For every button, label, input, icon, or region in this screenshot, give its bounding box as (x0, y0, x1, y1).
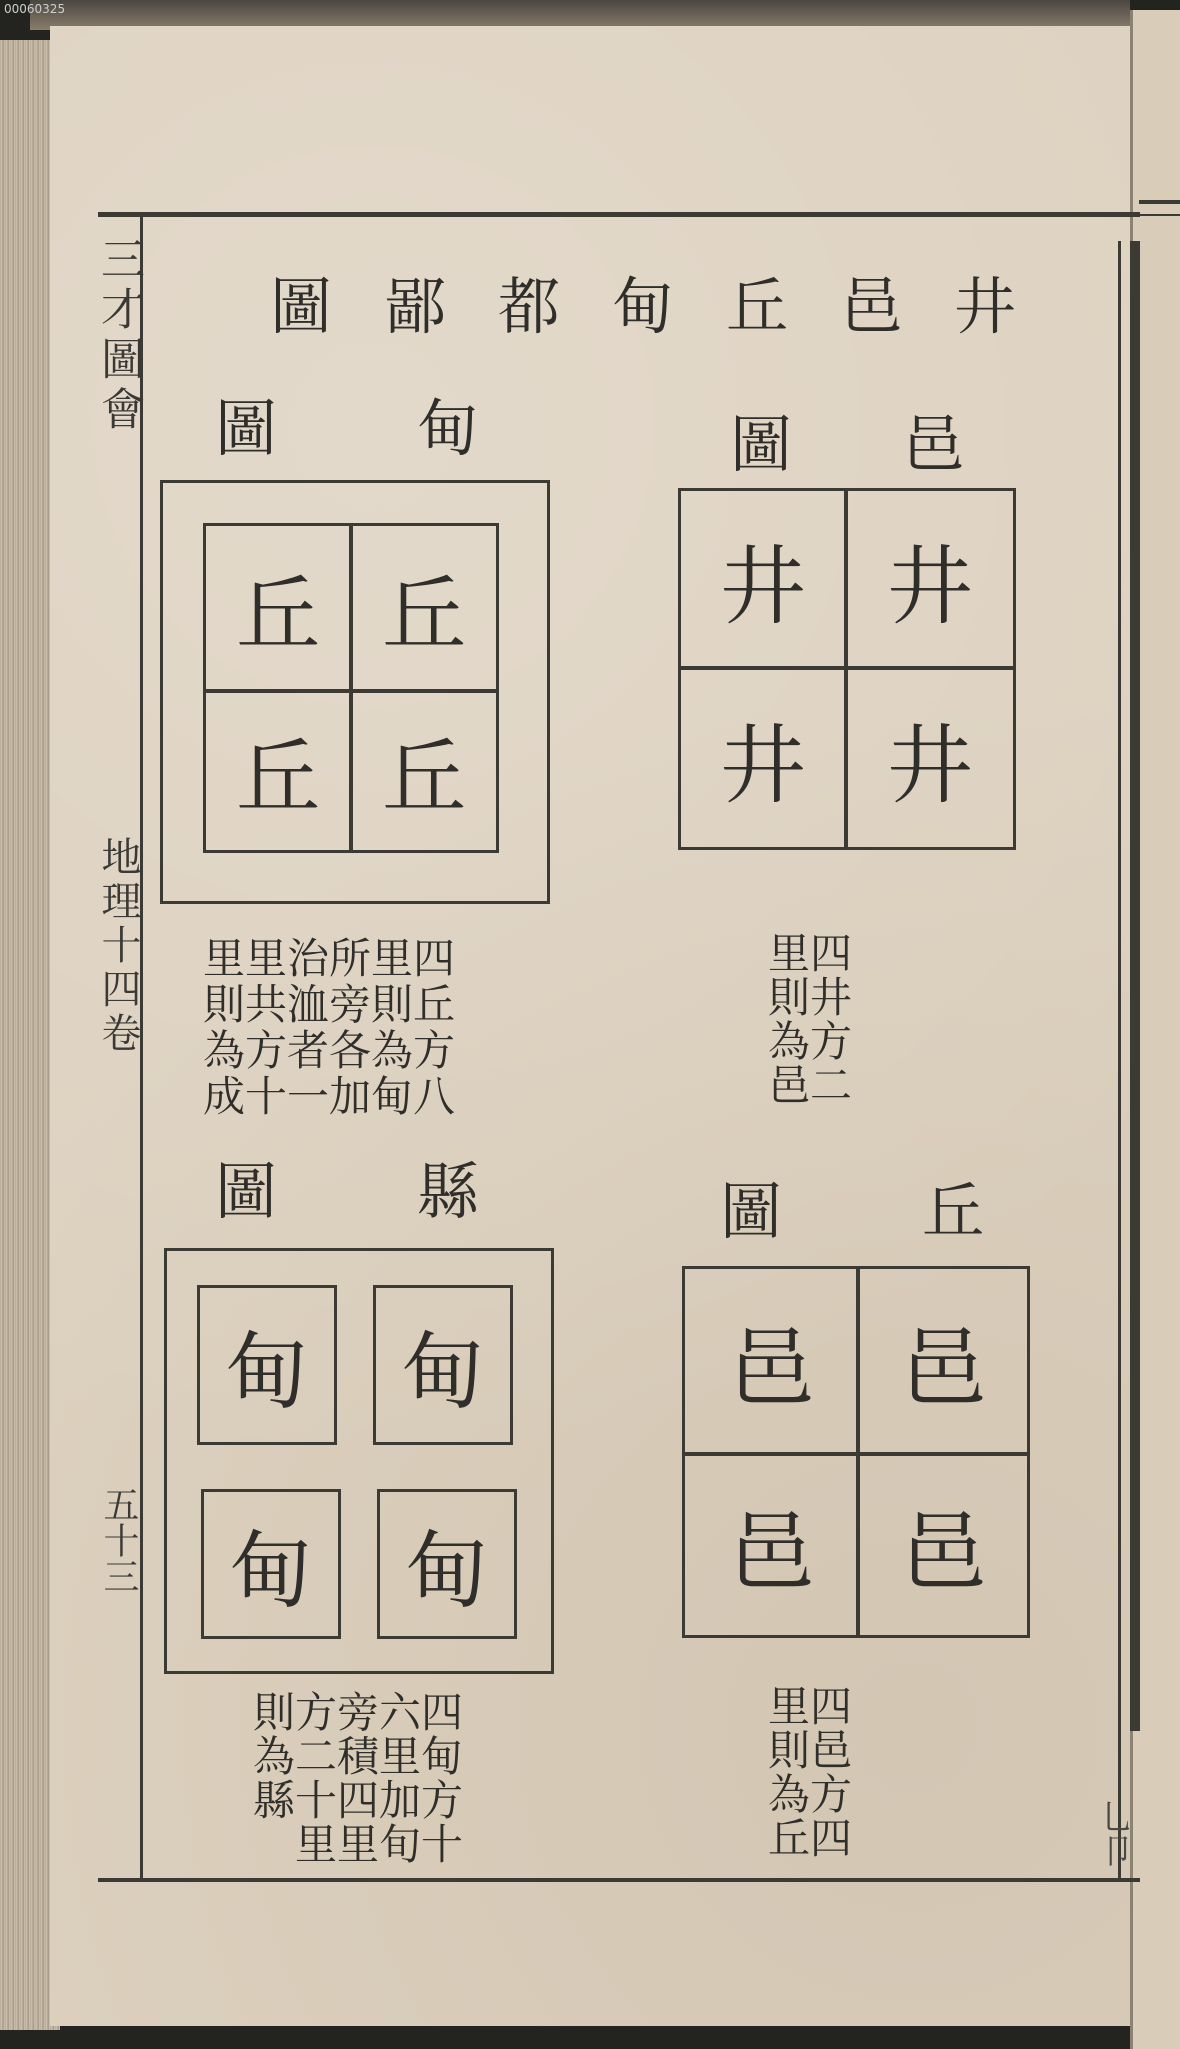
figure-yi-grid (678, 488, 1030, 860)
corner-stamp: 乚卩 (1100, 1798, 1134, 1872)
margin-book-title: 三才圖會 (93, 236, 144, 436)
book-page (50, 26, 1134, 2026)
grid-cell: 丘 (203, 689, 353, 853)
grid-cell: 井 (844, 666, 1016, 850)
grid-cell: 邑 (682, 1266, 860, 1456)
grid-cell: 邑 (682, 1452, 860, 1638)
grid-cell: 甸 (377, 1489, 517, 1639)
figure-title-yi: 邑圖 (730, 408, 1075, 481)
grid-cell: 甸 (197, 1285, 337, 1445)
grid-cell: 井 (678, 488, 848, 670)
figure-yi-note: 四井方二里則為邑 (762, 931, 853, 1107)
figure-title-xian: 縣圖 (215, 1155, 620, 1228)
grid-cell: 邑 (856, 1266, 1030, 1456)
margin-section: 地理十四卷 (95, 836, 141, 1056)
grid-cell: 丘 (349, 523, 499, 693)
figure-xian-note: 四甸方十六里加旬旁積四里方二十里則為縣 (247, 1690, 464, 1866)
scan-id: 00060325 (4, 2, 66, 16)
grid-cell: 甸 (373, 1285, 513, 1445)
figure-qiu-grid (682, 1266, 1034, 1642)
figure-dian-grid (160, 480, 550, 904)
figure-title-dian: 甸圖 (215, 392, 620, 465)
figure-title-qiu: 丘圖 (720, 1175, 1125, 1248)
grid-cell: 丘 (203, 523, 353, 693)
grid-cell: 井 (678, 666, 848, 850)
facing-page-rule (1139, 200, 1180, 216)
grid-cell: 甸 (201, 1489, 341, 1639)
grid-cell: 邑 (856, 1452, 1030, 1638)
grid-cell: 井 (844, 488, 1016, 670)
frame-right-thick-rule (1130, 241, 1140, 1731)
figure-xian-grid (164, 1248, 554, 1674)
figure-qiu-note: 四邑方四里則為丘 (762, 1684, 853, 1860)
figure-dian-note: 四丘方八里則為甸所旁各加治洫者一里共方十里則為成 (197, 936, 456, 1120)
grid-cell: 丘 (349, 689, 499, 853)
frame-top-rule (98, 212, 1140, 217)
frame-right-rule (1118, 241, 1121, 1881)
margin-page-number: 五十三 (98, 1486, 139, 1594)
page-title: 井邑丘甸都鄙圖 (270, 270, 1069, 343)
